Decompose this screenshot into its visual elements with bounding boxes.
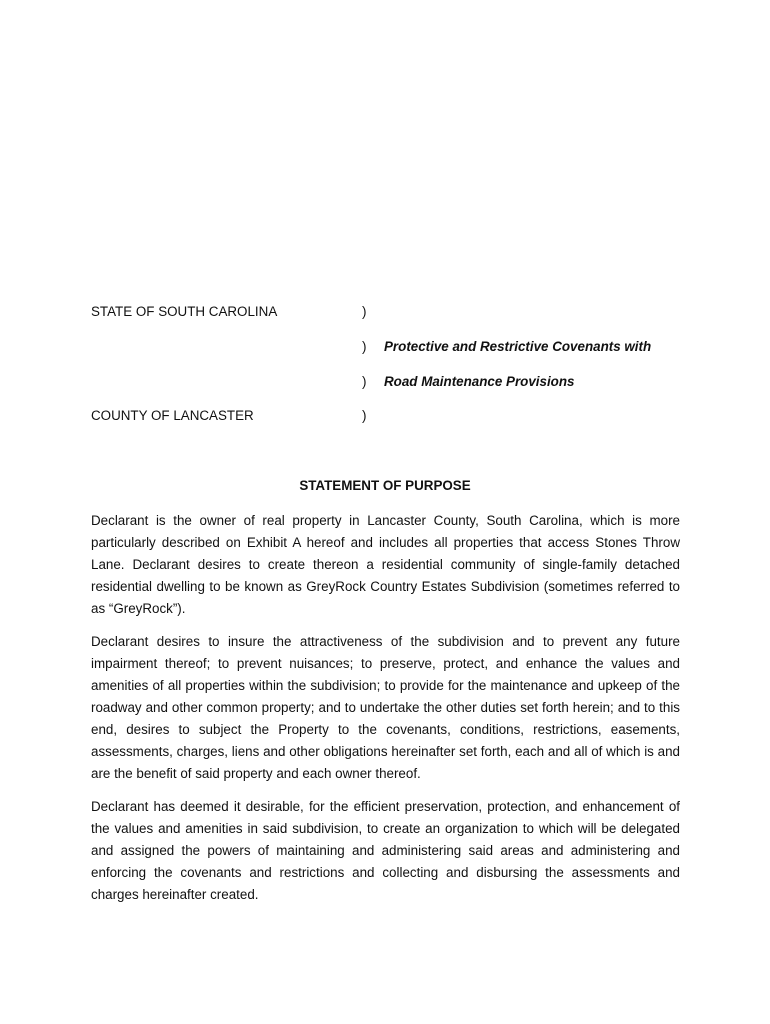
caption-title-line: Road Maintenance Provisions <box>384 374 575 389</box>
caption-paren: ) <box>362 304 367 319</box>
caption-row-title-2 <box>91 372 691 392</box>
paragraph-1: Declarant is the owner of real property in Lancaster County, South Carolina, which is more particularly described on Exhibit A hereof and includes all properties that access Stones Throw Lane. Declarant desires to create thereon a residential community of single-family detached residential dwelling to be known as GreyRock Country Estates Subdivision (sometimes referred to as “GreyRock”). <box>91 513 680 616</box>
caption-state-label: STATE OF SOUTH CAROLINA <box>91 304 278 319</box>
caption-row-title-1 <box>91 337 691 357</box>
paragraph-2: Declarant desires to insure the attractiveness of the subdivision and to prevent any future impairment thereof; to prevent nuisances; to preserve, protect, and enhance the values and amenities of all properties within the subdivision; to provide for the maintenance and upkeep of the roadway and other common property; and to undertake the other duties set forth herein; and to this end, desires to subject the Property to the covenants, conditions, restrictions, easements, assessments, charges, liens and other obligations hereinafter set forth, each and all of which is and are the benefit of said property and each owner thereof. <box>91 634 680 781</box>
paragraph-3: Declarant has deemed it desirable, for the efficient preservation, protection, and enhancement of the values and amenities in said subdivision, to create an organization to which will be delegated and assigned the powers of maintaining and administering said areas and administering and enforcing the covenants and restrictions and collecting and disbursing the assessments and charges hereinafter created. <box>91 799 680 902</box>
caption-row-state <box>91 302 691 322</box>
caption-title-line: Protective and Restrictive Covenants with <box>384 339 652 354</box>
caption-county-label: COUNTY OF LANCASTER <box>91 408 254 423</box>
caption-paren: ) <box>362 408 367 423</box>
caption-row-county <box>91 406 691 426</box>
section-heading: STATEMENT OF PURPOSE <box>299 478 471 493</box>
caption-paren: ) <box>362 339 367 354</box>
caption-paren: ) <box>362 374 367 389</box>
